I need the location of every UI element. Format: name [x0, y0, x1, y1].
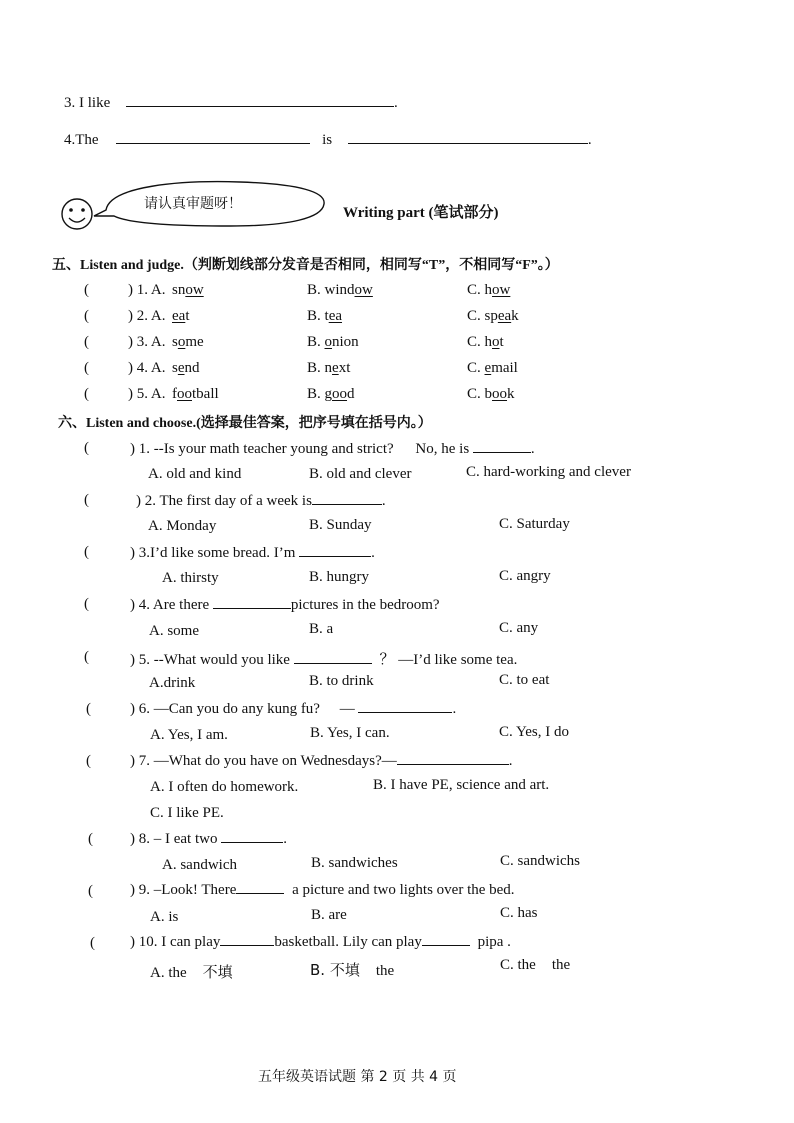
answer-blank[interactable] — [220, 933, 274, 946]
question-5: ) 5. --What would you like ？ —I’d like some tea. — [130, 652, 518, 668]
q3-option-c: C. angry — [499, 568, 551, 584]
question-8: ) 8. – I eat two . — [130, 831, 287, 847]
line3-blank[interactable] — [126, 94, 394, 107]
q9-option-c: C. has — [500, 905, 538, 921]
fill-line-4: 4.The is . — [64, 132, 592, 148]
answer-blank[interactable] — [213, 596, 291, 609]
option-c: C. how — [467, 282, 511, 298]
option-c: C. email — [467, 360, 518, 376]
q8-option-c: C. sandwichs — [500, 853, 580, 869]
option-a: some — [172, 334, 204, 350]
line4-prefix: 4.The — [64, 132, 99, 148]
q4-option-b: B. a — [309, 621, 334, 637]
option-c: C. book — [467, 386, 515, 402]
q1-option-b: B. old and clever — [309, 466, 412, 482]
q5-option-b: B. to drink — [309, 673, 374, 689]
question-7: ) 7. —What do you have on Wednesdays?— . — [130, 753, 513, 769]
page-footer: 五年级英语试题 第 2 页 共 4 页 — [258, 1069, 457, 1085]
answer-paren-open[interactable]: ( — [84, 334, 89, 350]
q3-option-b: B. hungry — [309, 569, 369, 585]
answer-paren-open[interactable]: ( — [88, 883, 93, 899]
fill-line-3: 3. I like . — [64, 95, 398, 111]
q5-option-c: C. to eat — [499, 672, 550, 688]
option-b: B. good — [307, 386, 355, 402]
q2-option-c: C. Saturday — [499, 516, 570, 532]
line4-blank-1[interactable] — [116, 131, 310, 144]
question-3: ) 3.I’d like some bread. I’m . — [130, 545, 375, 561]
q10-option-c: C. the the — [500, 957, 571, 973]
question-1: ) 1. --Is your math teacher young and strict? No, he is . — [130, 441, 535, 457]
answer-blank[interactable] — [422, 933, 470, 946]
q10-option-a: A. the 不填 — [150, 963, 233, 981]
q8-option-b: B. sandwiches — [311, 855, 398, 871]
answer-paren-open[interactable]: ( — [84, 649, 89, 665]
answer-blank[interactable] — [221, 830, 283, 843]
option-a: eat — [172, 308, 190, 324]
item-number: ) 5. A. — [128, 386, 166, 402]
answer-paren-open[interactable]: ( — [84, 360, 89, 376]
q1-option-c: C. hard-working and clever — [466, 464, 631, 480]
answer-paren-open[interactable]: ( — [84, 386, 89, 402]
line4-is: is — [322, 132, 333, 148]
q10-option-b: B. 不填 the — [310, 961, 395, 979]
answer-blank[interactable] — [294, 651, 372, 664]
answer-blank[interactable] — [312, 492, 382, 505]
q9-option-b: B. are — [311, 907, 347, 923]
question-9: ) 9. –Look! There a picture and two lights over the bed. — [130, 882, 515, 898]
answer-paren-open[interactable]: ( — [84, 544, 89, 560]
bubble-text: 请认真审题呀！ — [144, 196, 242, 212]
answer-paren-open[interactable]: ( — [90, 935, 95, 951]
item-number: ) 1. A. — [128, 282, 166, 298]
answer-blank[interactable] — [358, 700, 452, 713]
option-a: snow — [172, 282, 204, 298]
option-c: C. speak — [467, 308, 519, 324]
answer-paren-open[interactable]: ( — [86, 753, 91, 769]
answer-paren-open[interactable]: ( — [88, 831, 93, 847]
answer-blank[interactable] — [236, 881, 284, 894]
q3-option-a: A. thirsty — [162, 570, 219, 586]
q7-option-c: C. I like PE. — [150, 805, 224, 821]
q5-option-a: A.drink — [149, 675, 196, 691]
answer-paren-open[interactable]: ( — [84, 440, 89, 456]
line4-blank-2[interactable] — [348, 131, 588, 144]
answer-paren-open[interactable]: ( — [84, 282, 89, 298]
question-6: ) 6. —Can you do any kung fu? — . — [130, 701, 457, 717]
answer-paren-open[interactable]: ( — [84, 596, 89, 612]
smiley-face-icon — [62, 199, 92, 229]
answer-blank[interactable] — [473, 440, 531, 453]
q4-option-a: A. some — [149, 623, 199, 639]
q6-option-a: A. Yes, I am. — [150, 727, 228, 743]
q9-option-a: A. is — [150, 909, 179, 925]
q6-option-c: C. Yes, I do — [499, 724, 570, 740]
option-a: football — [172, 386, 219, 402]
q1-option-a: A. old and kind — [148, 466, 242, 482]
q2-option-a: A. Monday — [148, 518, 217, 534]
line3-prefix: 3. I like — [64, 95, 111, 111]
q8-option-a: A. sandwich — [162, 857, 237, 873]
question-10: ) 10. I can play basketball. Lily can play pipa . — [130, 934, 511, 950]
item-number: ) 4. A. — [128, 360, 166, 376]
question-4: ) 4. Are there pictures in the bedroom? — [130, 597, 440, 613]
item-number: ) 3. A. — [128, 334, 166, 350]
q2-option-b: B. Sunday — [309, 517, 372, 533]
section5-heading: 五、Listen and judge.（判断划线部分发音是否相同，相同写“T”，不相同写“F”。） — [52, 258, 559, 273]
answer-blank[interactable] — [397, 752, 509, 765]
option-c: C. hot — [467, 334, 504, 350]
q4-option-c: C. any — [499, 620, 539, 636]
item-number: ) 2. A. — [128, 308, 166, 324]
option-a: send — [172, 360, 200, 376]
answer-paren-open[interactable]: ( — [86, 701, 91, 717]
q7-option-b: B. I have PE, science and art. — [373, 777, 550, 793]
option-b: B. tea — [307, 308, 343, 324]
q7-option-a: A. I often do homework. — [150, 779, 299, 795]
option-b: B. onion — [307, 334, 359, 350]
question-2: ) 2. The first day of a week is . — [136, 493, 386, 509]
option-b: B. window — [307, 282, 373, 298]
option-b: B. next — [307, 360, 351, 376]
answer-blank[interactable] — [299, 544, 371, 557]
section6-heading: 六、Listen and choose.(选择最佳答案，把序号填在括号内。） — [58, 416, 432, 431]
answer-paren-open[interactable]: ( — [84, 492, 89, 508]
q6-option-b: B. Yes, I can. — [310, 725, 390, 741]
answer-paren-open[interactable]: ( — [84, 308, 89, 324]
writing-part-title: Writing part (笔试部分) — [343, 205, 499, 221]
